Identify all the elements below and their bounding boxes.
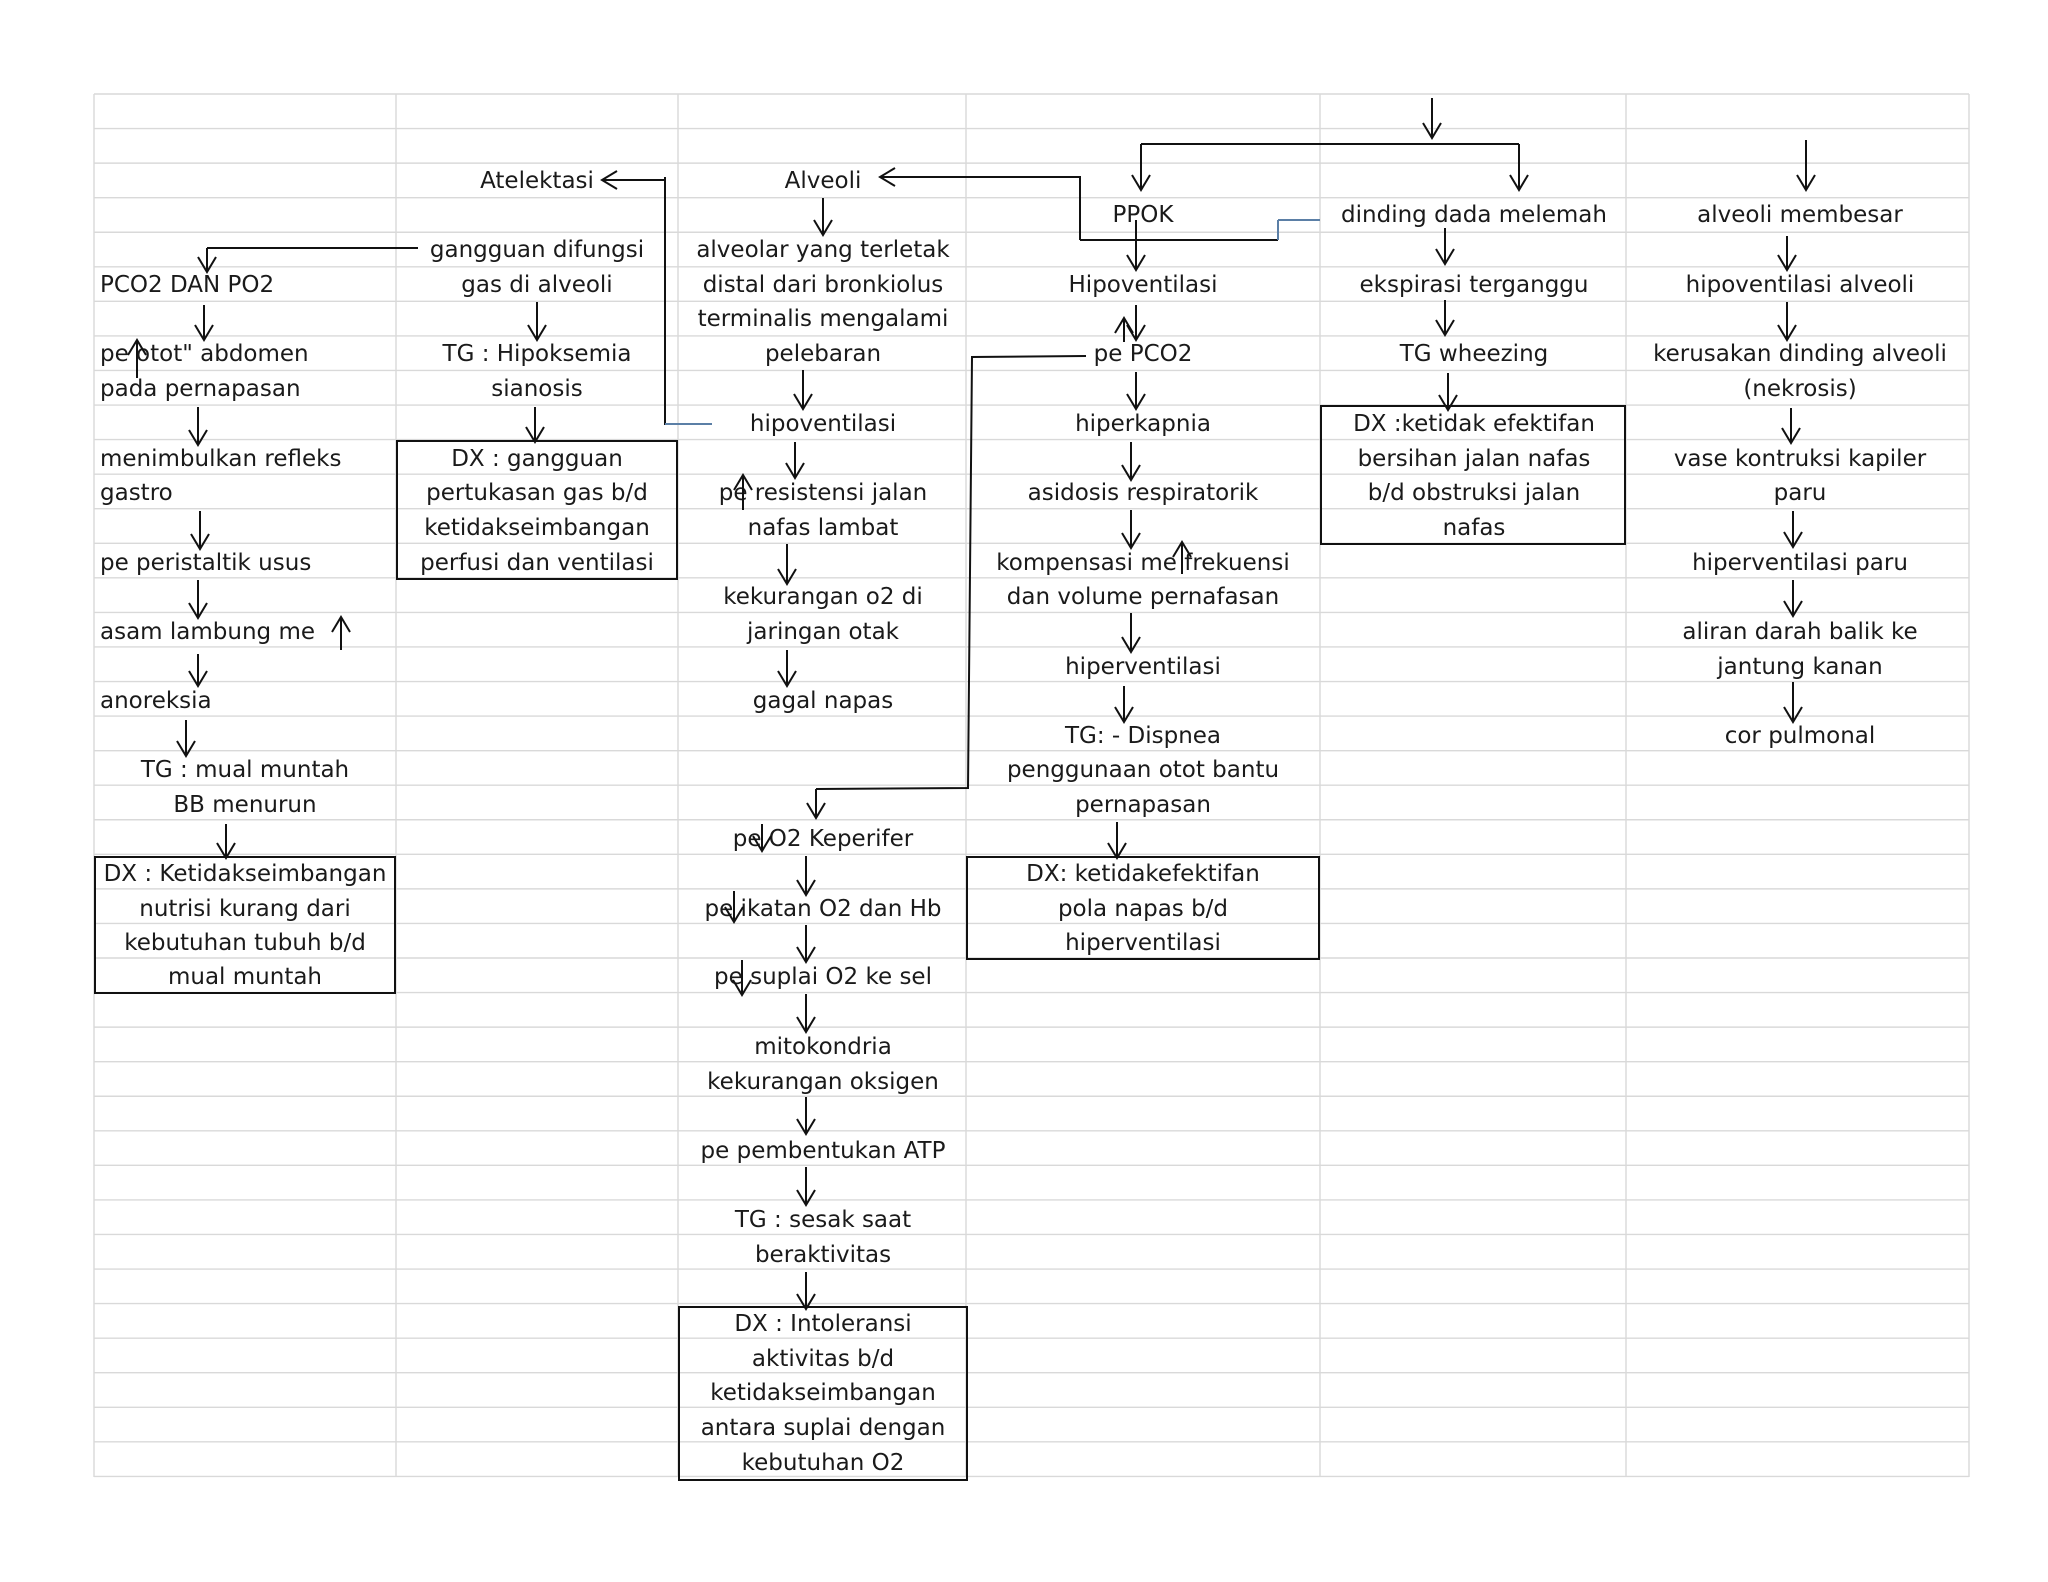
node-pe-pco2: pe PCO2 <box>1093 341 1193 367</box>
node-tg-mual-2: BB menurun <box>173 792 317 818</box>
node-alveoli-membesar: alveoli membesar <box>1697 202 1903 228</box>
node-vase-kontruksi-2: paru <box>1773 480 1827 506</box>
node-tg-sesak-2: beraktivitas <box>754 1242 892 1268</box>
dx-gas-line-1: DX : gangguan <box>451 446 623 472</box>
dx-intoleransi-line-5: kebutuhan O2 <box>741 1450 905 1476</box>
node-tg-hipoksemia: TG : Hipoksemia <box>442 341 632 367</box>
node-kerusakan-dinding: kerusakan dinding alveoli <box>1653 341 1947 367</box>
node-alveoli: Alveoli <box>784 168 862 194</box>
node-kerusakan-dinding-2: (nekrosis) <box>1743 376 1857 402</box>
node-atelektasi: Atelektasi <box>480 168 594 194</box>
node-suplai-o2: pe suplai O2 ke sel <box>714 964 932 990</box>
node-pe-otot-abdomen-2: pada pernapasan <box>100 376 301 402</box>
node-aliran-darah-2: jantung kanan <box>1717 654 1883 680</box>
node-alveolar-4: pelebaran <box>764 341 882 367</box>
node-alveolar-3: terminalis mengalami <box>697 306 949 332</box>
node-tg-mual: TG : mual muntah <box>140 757 350 783</box>
node-mitokondria: mitokondria <box>754 1034 892 1060</box>
dx-jalan-nafas-line-3: b/d obstruksi jalan <box>1367 480 1581 506</box>
node-hipoventilasi: hipoventilasi <box>749 411 897 437</box>
node-tg-dispnea-3: pernapasan <box>1075 792 1211 818</box>
node-kompensasi-2: dan volume pernafasan <box>1006 584 1280 610</box>
dx-intoleransi-line-2: aktivitas b/d <box>751 1346 895 1372</box>
node-kompensasi: kompensasi me frekuensi <box>996 550 1290 576</box>
dx-jalan-nafas-line-4: nafas <box>1442 515 1506 541</box>
dx-jalan-nafas-line-2: bersihan jalan nafas <box>1357 446 1591 472</box>
dx-jalan-nafas-line-1: DX :ketidak efektifan <box>1353 411 1595 437</box>
dx-nutrisi-line-2: nutrisi kurang dari <box>139 896 351 922</box>
node-mitokondria-2: kekurangan oksigen <box>707 1069 939 1095</box>
node-pco2-po2: PCO2 DAN PO2 <box>100 272 275 298</box>
dx-nutrisi-line-1: DX : Ketidakseimbangan <box>103 861 387 887</box>
node-aliran-darah: aliran darah balik ke <box>1682 619 1918 645</box>
node-pe-otot-abdomen: pe otot" abdomen <box>100 341 309 367</box>
node-pembentukan-atp: pe pembentukan ATP <box>700 1138 946 1164</box>
node-alveolar: alveolar yang terletak <box>696 237 950 263</box>
dx-intoleransi-line-1: DX : Intoleransi <box>734 1311 912 1337</box>
node-resistensi: pe resistensi jalan <box>718 480 928 506</box>
node-tg-hipoksemia-2: sianosis <box>491 376 583 402</box>
node-ppok: PPOK <box>1112 202 1174 228</box>
node-tg-sesak: TG : sesak saat <box>734 1207 912 1233</box>
node-ikatan-o2-hb: pe ikatan O2 dan Hb <box>704 896 942 922</box>
dx-nutrisi-line-3: kebutuhan tubuh b/d <box>124 930 366 956</box>
dx-intoleransi-line-3: ketidakseimbangan <box>710 1380 936 1406</box>
dx-nutrisi-line-4: mual muntah <box>167 964 323 990</box>
node-tg-wheezing: TG wheezing <box>1399 341 1549 367</box>
dx-pola-napas-line-1: DX: ketidakefektifan <box>1026 861 1260 887</box>
node-ekspirasi: ekspirasi terganggu <box>1359 272 1589 298</box>
node-alveolar-2: distal dari bronkiolus <box>702 272 944 298</box>
node-menimbulkan-refleks: menimbulkan refleks <box>100 446 342 472</box>
node-hiperventilasi: hiperventilasi <box>1065 654 1221 680</box>
node-cor-pulmonal: cor pulmonal <box>1724 723 1876 749</box>
node-gagal-napas: gagal napas <box>752 688 894 714</box>
dx-gas-line-2: pertukasan gas b/d <box>426 480 648 506</box>
node-gangguan-difungsi: gangguan difungsi <box>429 237 645 263</box>
node-hiperkapnia: hiperkapnia <box>1075 411 1211 437</box>
node-peristaltik: pe peristaltik usus <box>100 550 312 576</box>
dx-pola-napas-line-3: hiperventilasi <box>1065 930 1221 956</box>
node-resistensi-2: nafas lambat <box>747 515 899 541</box>
node-menimbulkan-refleks-2: gastro <box>100 480 173 506</box>
node-hipoventilasi-c4: Hipoventilasi <box>1068 272 1218 298</box>
node-anoreksia: anoreksia <box>100 688 212 714</box>
node-kekurangan-o2: kekurangan o2 di <box>723 584 923 610</box>
node-pe-o2-keperifer: pe O2 Keperifer <box>732 826 914 852</box>
node-dinding-dada: dinding dada melemah <box>1341 202 1607 228</box>
dx-gas-line-4: perfusi dan ventilasi <box>420 550 654 576</box>
node-asam-lambung: asam lambung me <box>100 619 315 645</box>
node-vase-kontruksi: vase kontruksi kapiler <box>1673 446 1927 472</box>
dx-gas-line-3: ketidakseimbangan <box>424 515 650 541</box>
node-hipoventilasi-alveoli: hipoventilasi alveoli <box>1685 272 1915 298</box>
node-tg-dispnea-2: penggunaan otot bantu <box>1006 757 1280 783</box>
node-tg-dispnea: TG: - Dispnea <box>1064 723 1222 749</box>
node-asidosis: asidosis respiratorik <box>1027 480 1259 506</box>
dx-intoleransi-line-4: antara suplai dengan <box>700 1415 946 1441</box>
node-gangguan-difungsi-2: gas di alveoli <box>461 272 613 298</box>
dx-pola-napas-line-2: pola napas b/d <box>1057 896 1229 922</box>
node-kekurangan-o2-2: jaringan otak <box>747 619 899 645</box>
node-hiperventilasi-paru: hiperventilasi paru <box>1692 550 1908 576</box>
